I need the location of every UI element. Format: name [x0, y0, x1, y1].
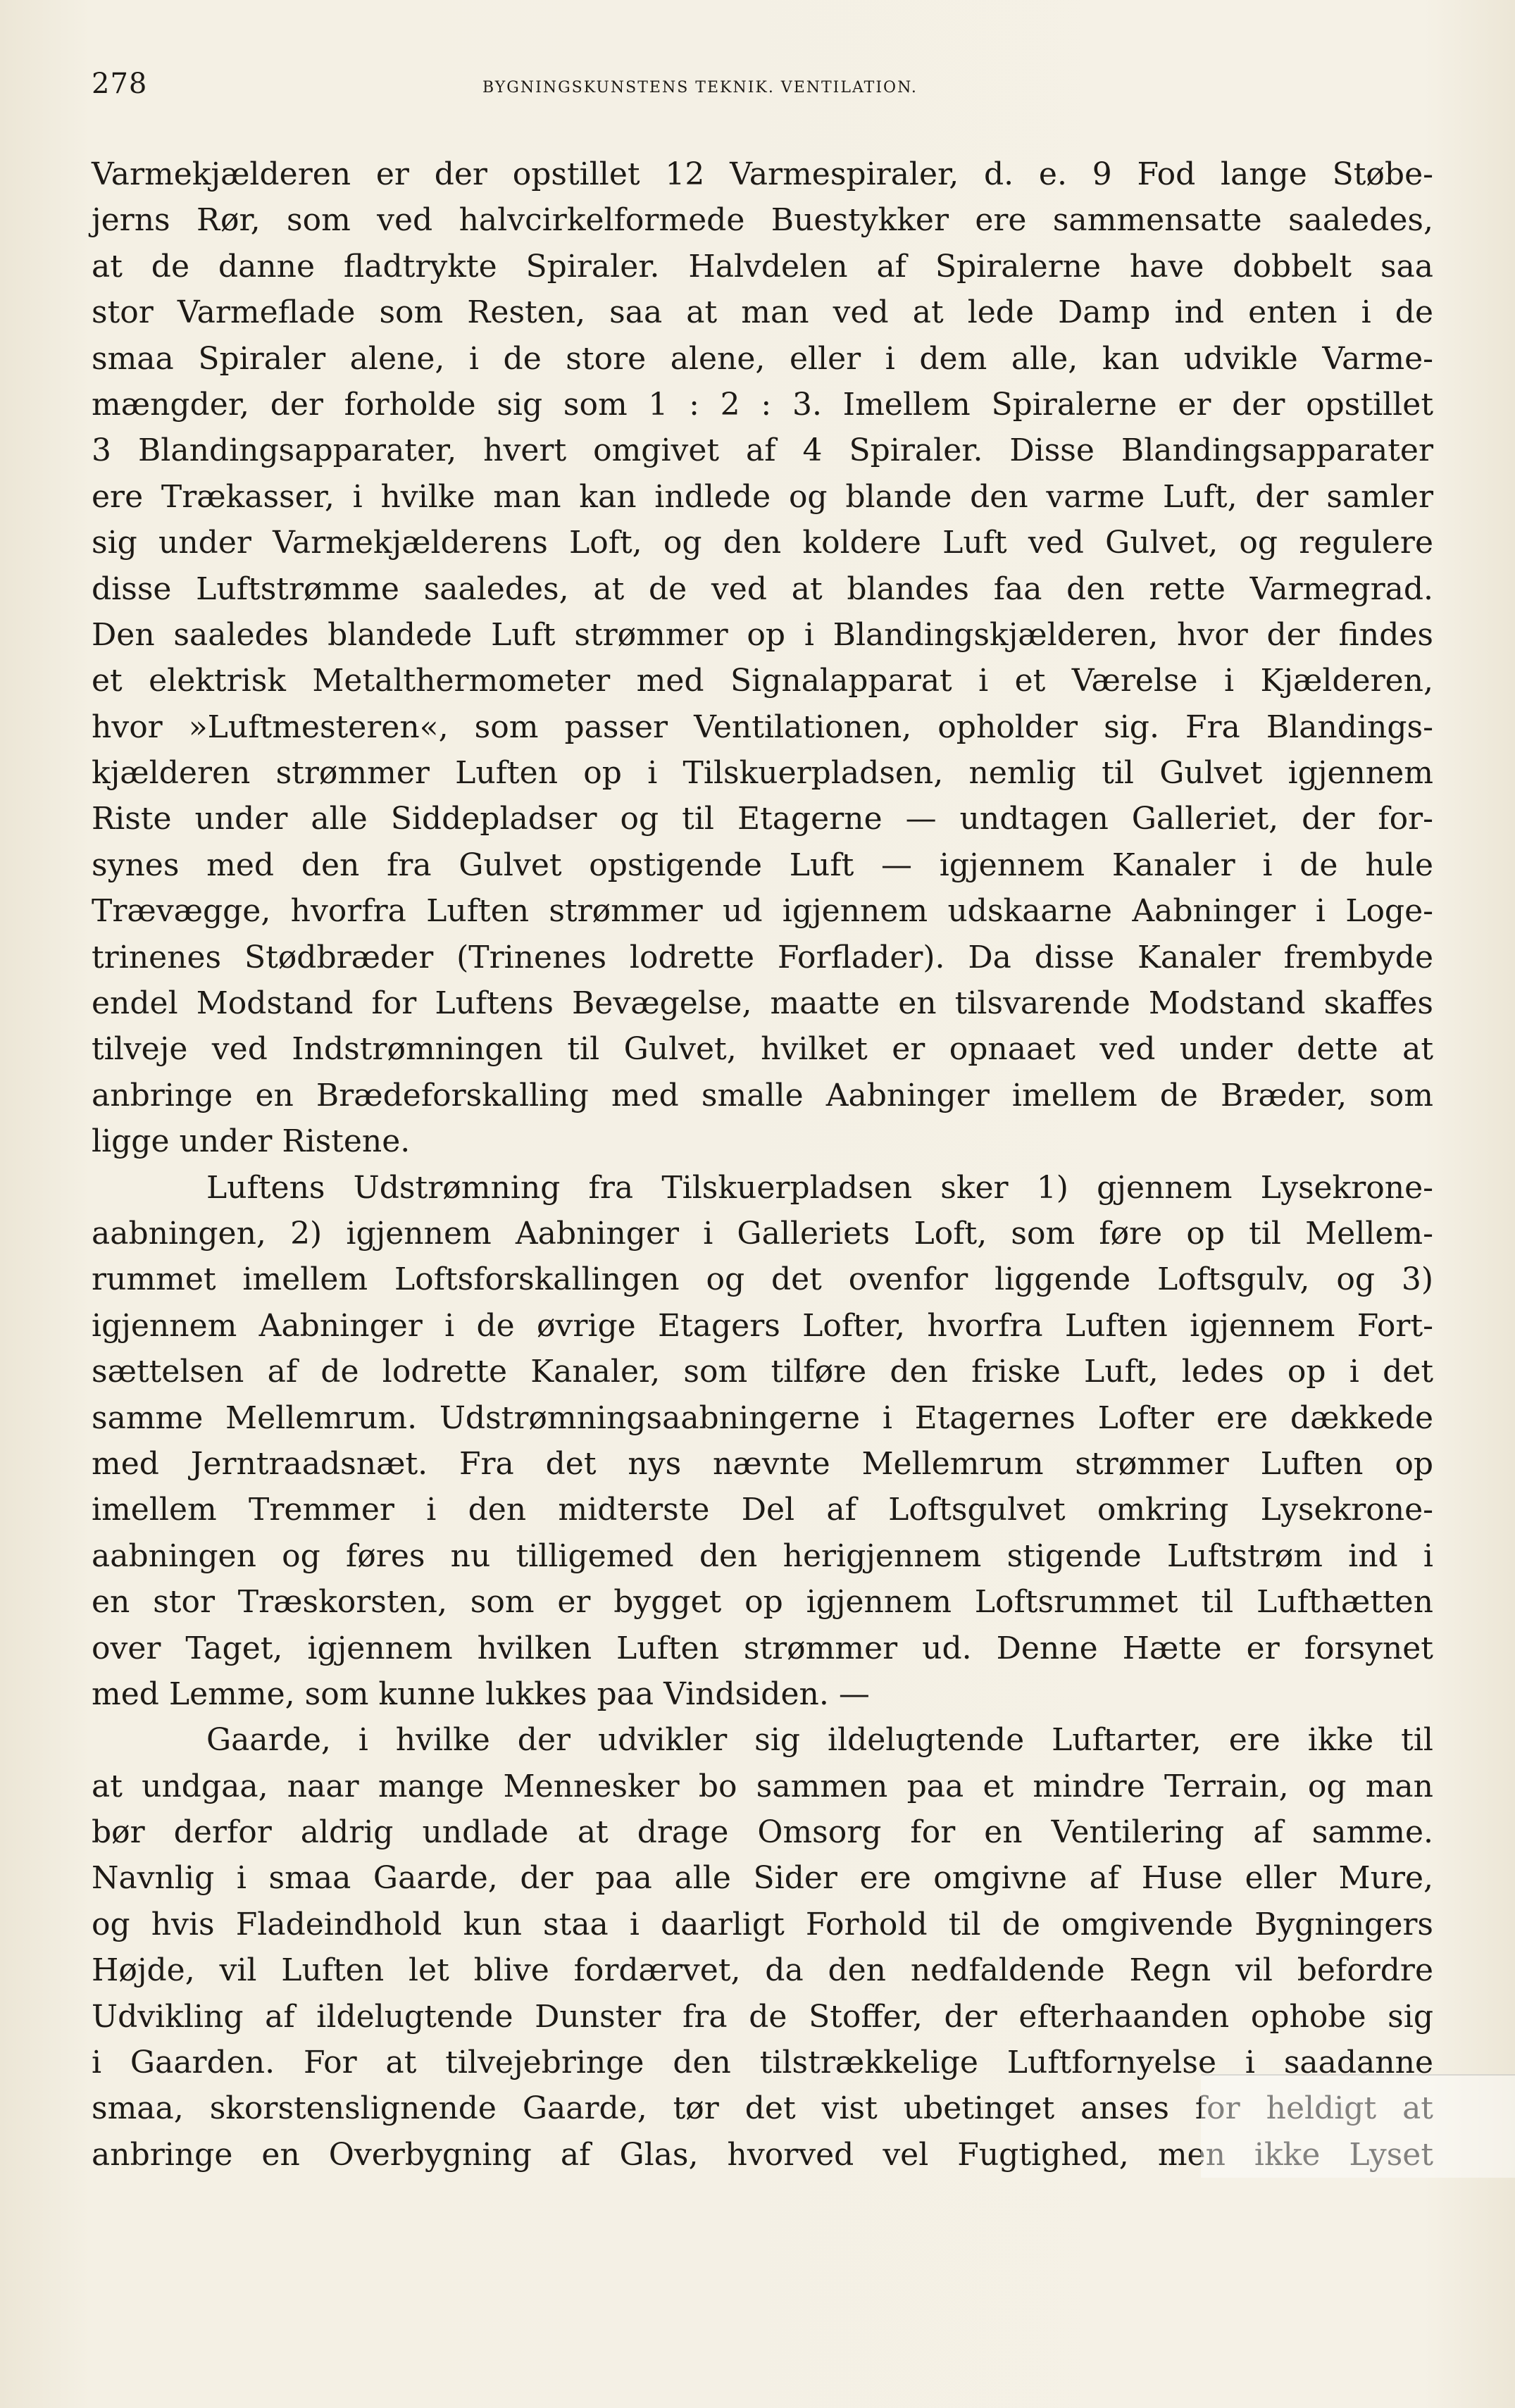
- body-text: [92, 151, 1433, 2178]
- text-line: Trævægge, hvorfra Luften strømmer ud igjennem udskaarne Aabninger i Loge-: [92, 893, 1433, 930]
- text-line: mængder, der forholde sig som 1 : 2 : 3. Imellem Spiralerne er der opstillet: [92, 386, 1433, 423]
- text-line: i Gaarden. For at tilvejebringe den tilstrækkelige Luftfornyelse i saadanne: [92, 2045, 1433, 2081]
- text-line: synes med den fra Gulvet opstigende Luft — igjennem Kanaler i de hule: [92, 847, 1433, 883]
- text-line: smaa Spiraler alene, i de store alene, eller i dem alle, kan udvikle Varme-: [92, 340, 1433, 377]
- text-line: Gaarde, i hvilke der udvikler sig ildelugtende Luftarter, ere ikke til: [206, 1722, 1433, 1759]
- text-line: stor Varmeflade som Resten, saa at man ved at lede Damp ind enten i de: [92, 294, 1433, 331]
- text-line: 3 Blandingsapparater, hvert omgivet af 4 Spiraler. Disse Blandingsapparater: [92, 432, 1433, 469]
- text-line: Udvikling af ildelugtende Dunster fra de Stoffer, der efterhaanden ophobe sig: [92, 1998, 1433, 2035]
- text-line: aabningen, 2) igjennem Aabninger i Galleriets Loft, som føre op til Mellem-: [92, 1215, 1433, 1252]
- text-line: sig under Varmekjælderens Loft, og den koldere Luft ved Gulvet, og regulere: [92, 525, 1433, 561]
- text-line: og hvis Fladeindhold kun staa i daarligt Forhold til de omgivende Bygningers: [92, 1906, 1433, 1942]
- text-line: tilveje ved Indstrømningen til Gulvet, hvilket er opnaaet ved under dette at: [92, 1031, 1433, 1068]
- text-line: med Jerntraadsnæt. Fra det nys nævnte Mellemrum strømmer Luften op: [92, 1445, 1433, 1482]
- text-line: imellem Tremmer i den midterste Del af Loftsgulvet omkring Lysekrone-: [92, 1492, 1433, 1528]
- text-line: igjennem Aabninger i de øvrige Etagers Lofter, hvorfra Luften igjennem Fort-: [92, 1307, 1433, 1344]
- text-line: ere Trækasser, i hvilke man kan indlede og blande den varme Luft, der samler: [92, 478, 1433, 515]
- text-line: disse Luftstrømme saaledes, at de ved at blandes faa den rette Varmegrad.: [92, 570, 1433, 607]
- page-header: [92, 68, 1430, 110]
- page-number: 278: [92, 68, 148, 100]
- text-line: anbringe en Brædeforskalling med smalle Aabninger imellem de Bræder, som: [92, 1077, 1433, 1113]
- text-line: Varmekjælderen er der opstillet 12 Varmespiraler, d. e. 9 Fod lange Støbe-: [92, 156, 1433, 192]
- text-line: anbringe en Overbygning af Glas, hvorved vel Fugtighed, men ikke Lyset: [92, 2136, 1433, 2173]
- text-line: en stor Træskorsten, som er bygget op igjennem Loftsrummet til Lufthætten: [92, 1584, 1433, 1621]
- paragraph: [92, 1165, 1433, 1718]
- text-line: at de danne fladtrykte Spiraler. Halvdelen af Spiralerne have dobbelt saa: [92, 248, 1433, 285]
- text-line: samme Mellemrum. Udstrømningsaabningerne i Etagernes Lofter ere dækkede: [92, 1399, 1433, 1436]
- running-head: BYGNINGSKUNSTENS TEKNIK. VENTILATION.: [482, 79, 918, 96]
- text-line: Navnlig i smaa Gaarde, der paa alle Sider ere omgivne af Huse eller Mure,: [92, 1860, 1433, 1897]
- text-line: aabningen og føres nu tilligemed den herigjennem stigende Luftstrøm ind i: [92, 1537, 1433, 1574]
- text-line: endel Modstand for Luftens Bevægelse, maatte en tilsvarende Modstand skaffes: [92, 985, 1433, 1022]
- text-line: sættelsen af de lodrette Kanaler, som tilføre den friske Luft, ledes op i det: [92, 1354, 1433, 1390]
- text-line: med Lemme, som kunne lukkes paa Vindsiden. —: [92, 1676, 870, 1712]
- text-line: Luftens Udstrømning fra Tilskuerpladsen sker 1) gjennem Lysekrone-: [206, 1169, 1433, 1206]
- text-line: kjælderen strømmer Luften op i Tilskuerpladsen, nemlig til Gulvet igjennem: [92, 755, 1433, 792]
- text-line: trinenes Stødbræder (Trinenes lodrette Forflader). Da disse Kanaler frembyde: [92, 939, 1433, 975]
- paragraph: [92, 151, 1433, 1165]
- text-line: jerns Rør, som ved halvcirkelformede Buestykker ere sammensatte saaledes,: [92, 202, 1433, 239]
- text-line: rummet imellem Loftsforskallingen og det ovenfor liggende Loftsgulv, og 3): [92, 1261, 1433, 1298]
- text-line: smaa, skorstenslignende Gaarde, tør det vist ubetinget anses for heldigt at: [92, 2090, 1433, 2127]
- text-line: Den saaledes blandede Luft strømmer op i Blandingskjælderen, hvor der findes: [92, 616, 1433, 653]
- text-line: ligge under Ristene.: [92, 1123, 411, 1160]
- text-line: et elektrisk Metalthermometer med Signalapparat i et Værelse i Kjælderen,: [92, 663, 1433, 699]
- pasted-correction-strip: [1201, 2074, 1515, 2178]
- text-line: over Taget, igjennem hvilken Luften strømmer ud. Denne Hætte er forsynet: [92, 1630, 1433, 1666]
- text-line: Riste under alle Siddepladser og til Etagerne — undtagen Galleriet, der for-: [92, 801, 1433, 837]
- text-line: at undgaa, naar mange Mennesker bo sammen paa et mindre Terrain, og man: [92, 1768, 1433, 1804]
- text-line: hvor »Luftmesteren«, som passer Ventilationen, opholder sig. Fra Blandings-: [92, 709, 1433, 745]
- text-line: Højde, vil Luften let blive fordærvet, da den nedfaldende Regn vil befordre: [92, 1952, 1433, 1989]
- text-line: bør derfor aldrig undlade at drage Omsorg for en Ventilering af samme.: [92, 1814, 1433, 1851]
